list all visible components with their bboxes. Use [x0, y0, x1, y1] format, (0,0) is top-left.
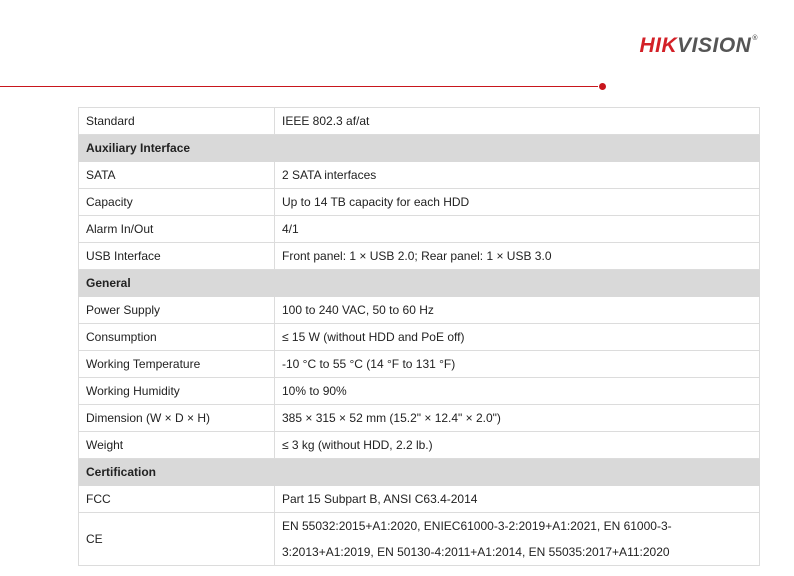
table-row [79, 297, 760, 324]
table-row [79, 243, 760, 270]
logo-registered-mark: ® [752, 35, 758, 42]
spec-value: 2 SATA interfaces [275, 162, 760, 189]
spec-value: ≤ 3 kg (without HDD, 2.2 lb.) [275, 432, 760, 459]
spec-label: SATA [79, 162, 275, 189]
spec-value: Up to 14 TB capacity for each HDD [275, 189, 760, 216]
spec-value: IEEE 802.3 af/at [275, 108, 760, 135]
spec-value: Part 15 Subpart B, ANSI C63.4-2014 [275, 486, 760, 513]
table-row [79, 486, 760, 513]
section-title: Auxiliary Interface [79, 135, 760, 162]
table-row [79, 162, 760, 189]
logo-sub-text: VISION [677, 34, 752, 57]
spec-label: Dimension (W × D × H) [79, 405, 275, 432]
spec-label: Capacity [79, 189, 275, 216]
spec-value: 385 × 315 × 52 mm (15.2" × 12.4" × 2.0") [275, 405, 760, 432]
spec-value: ≤ 15 W (without HDD and PoE off) [275, 324, 760, 351]
table-row [79, 216, 760, 243]
section-header [79, 459, 760, 486]
table-row [79, 405, 760, 432]
spec-value: -10 °C to 55 °C (14 °F to 131 °F) [275, 351, 760, 378]
table-row [79, 189, 760, 216]
section-header [79, 270, 760, 297]
spec-label: USB Interface [79, 243, 275, 270]
specification-table [78, 107, 760, 566]
spec-label: Standard [79, 108, 275, 135]
section-header [79, 135, 760, 162]
spec-value: 100 to 240 VAC, 50 to 60 Hz [275, 297, 760, 324]
spec-label: Consumption [79, 324, 275, 351]
table-row [79, 324, 760, 351]
spec-label: Working Temperature [79, 351, 275, 378]
section-title: General [79, 270, 760, 297]
header-divider-dot [599, 83, 606, 90]
table-row [79, 513, 760, 566]
spec-value: EN 55032:2015+A1:2020, ENIEC61000-3-2:2019+A1:2021, EN 61000-3-3:2013+A1:2019, EN 50130-4:2011+A1:2014, EN 55035:2017+A11:2020 [275, 513, 760, 566]
header-divider-line [0, 86, 598, 87]
spec-label: Power Supply [79, 297, 275, 324]
spec-label: FCC [79, 486, 275, 513]
spec-value: 4/1 [275, 216, 760, 243]
spec-label: Working Humidity [79, 378, 275, 405]
table-row [79, 432, 760, 459]
table-row [79, 351, 760, 378]
spec-label: Weight [79, 432, 275, 459]
spec-value: 10% to 90% [275, 378, 760, 405]
spec-label: CE [79, 513, 275, 566]
hikvision-logo [639, 35, 758, 56]
spec-value: Front panel: 1 × USB 2.0; Rear panel: 1 × USB 3.0 [275, 243, 760, 270]
logo-main-text: HIK [639, 34, 678, 57]
section-title: Certification [79, 459, 760, 486]
table-row [79, 108, 760, 135]
table-row [79, 378, 760, 405]
spec-label: Alarm In/Out [79, 216, 275, 243]
